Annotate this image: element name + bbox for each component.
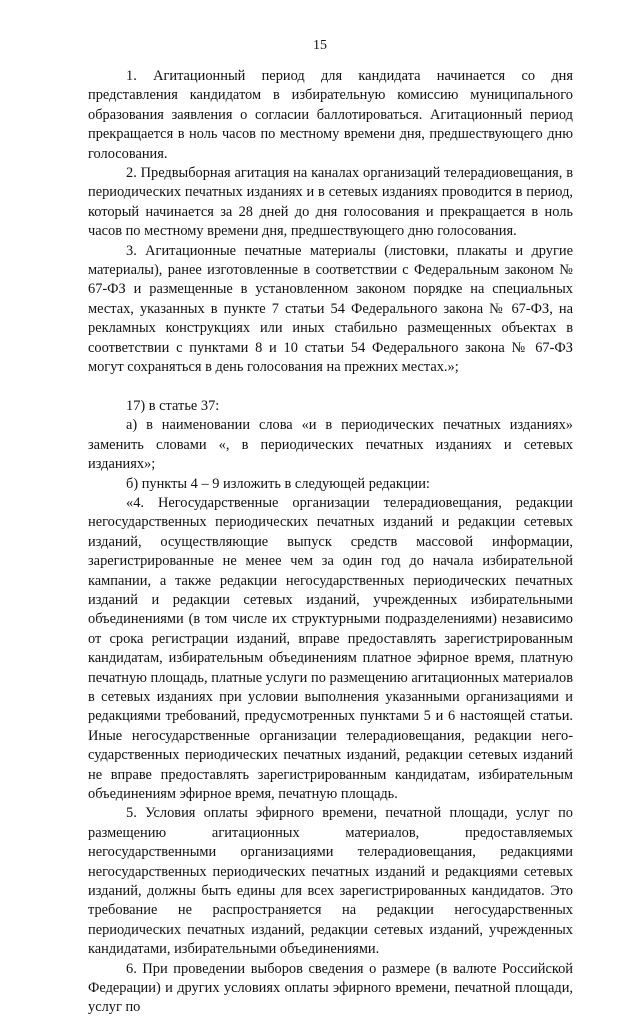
paragraph-article-1: 1. Агитационный период для кандидата начинается со дня представления кандидатом в избирательную комиссию муниципального образования заявления о согласии баллотироваться. Агитационный период прекращается в ноль часов по местному времени дня, предшествующего дню голосования. [88,68,573,162]
paragraph-article-3: 3. Агитационные печатные материалы (листовки, плакаты и другие материалы), ранее изготовленные в соответствии с Федеральным законом № 67-ФЗ и размещенные в установленном законом порядке на специальных местах, указанных в пункте 7 статьи 54 Федерального закона № 67-ФЗ, на рекламных конструкциях или иных стабильно размещенных объектах в соответствии с пунктами 8 и 10 статьи 54 Федерального закона № 67-ФЗ могут сохраняться в день голосования на прежних местах.»; [88,242,573,376]
paragraph-subitem-b: б) пункты 4 – 9 изложить в следующей редакции: [126,475,430,492]
page-number: 15 [313,38,327,53]
paragraph-point-5: 5. Условия оплаты эфирного времени, печатной площади, услуг по размещению агитационных материалов, предоставляемых негосударственными организациями телерадиовещания, редакциями негосударственных периодических печатных изданий и редакциями сетевых изданий, должны быть едины для всех зарегистрированных кандидатов. Это требование не распространяется на редакции негосударственных периодических печатных изданий, редакции сетевых изданий, учрежденных кандидатами, избирательными объединениями. [88,805,573,958]
paragraph-subitem-a: а) в наименовании слова «и в периодических печатных изданиях» заменить словами «, в периодических печатных изданиях и сетевых изданиях»; [88,417,573,473]
paragraph-point-6: 6. При проведении выборов сведения о размере (в валюте Российской Федерации) и других условиях оплаты эфирного времени, печатной площади, услуг по [88,960,573,1016]
paragraph-item-17: 17) в статье 37: [126,397,220,414]
document-body [88,67,573,1018]
paragraph-article-2: 2. Предвыборная агитация на каналах организаций телерадиовещания, в периодических печатных изданиях и в сетевых изданиях проводится в период, который начинается за 28 дней до дня голосования и прекращается в ноль часов по местному времени дня, предшествующего дню голосования. [88,165,573,240]
paragraph-point-4: «4. Негосударственные организации телерадиовещания, редакции негосударственных периодических печатных изданий и редакции сетевых изданий, осуществляющие выпуск средств массовой информации, зарегистрированные не менее чем за один год до начала избирательной кампании, а также редакции негосударственных периодических печатных изданий и редакции сетевых изданий, учрежденных избирательными объединениями (в том числе их структурными подразделениями) независимо от срока регистрации изданий, вправе предоставлять зарегистрированным кандидатам, избирательным объединениям платное эфирное время, платную печатную площадь, платные услуги по размещению агитационных материалов в сетевых изданиях при условии выполнения указанными организациями и редакциями требований, предусмотренных пунктами 5 и 6 настоящей статьи. Иные негосударственные организации телерадиовещания, редакции негосударственных периодических печатных изданий, редакции сетевых изданий не вправе предоставлять зарегистрированным кандидатам, избирательным объединениям эфирное время, печатную площадь. [88,494,573,803]
